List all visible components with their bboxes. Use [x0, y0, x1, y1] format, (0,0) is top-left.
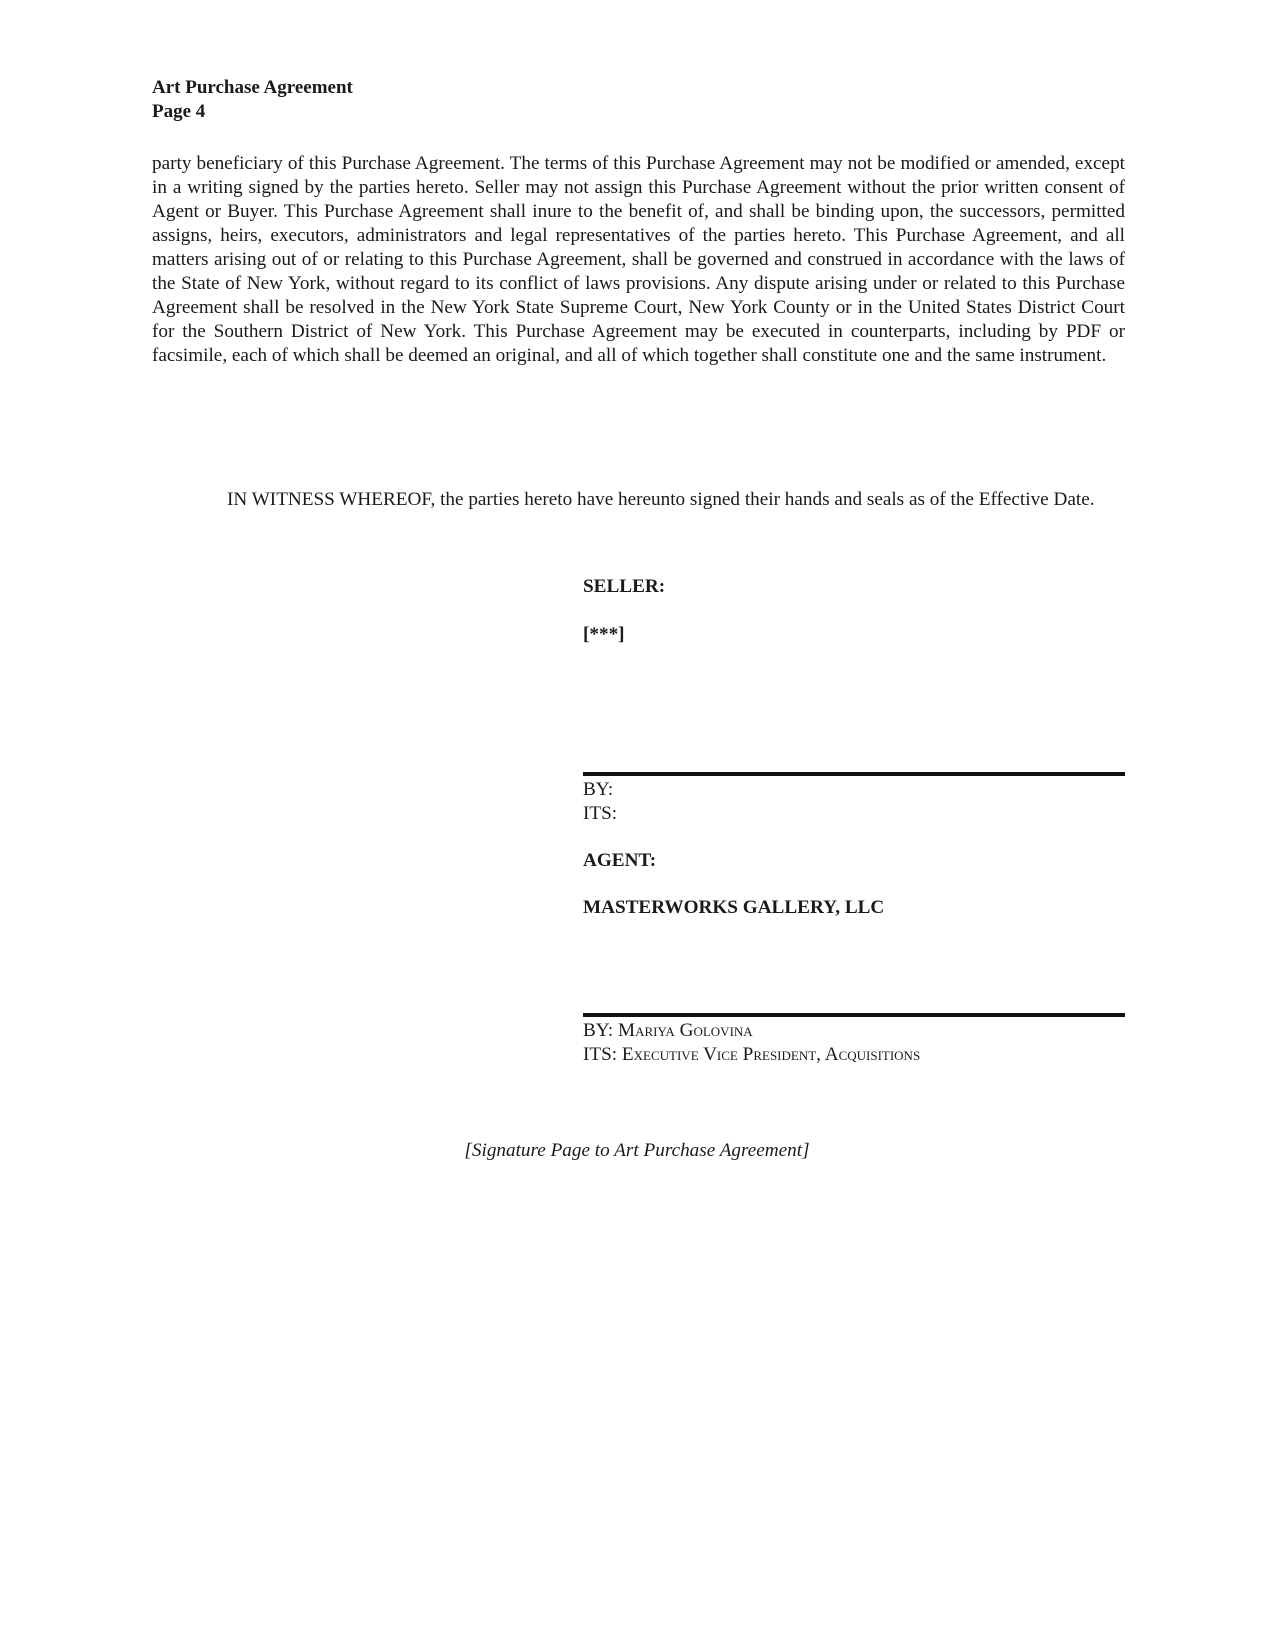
agent-by-row: [583, 1019, 753, 1043]
witness-clause: IN WITNESS WHEREOF, the parties hereto have hereunto signed their hands and seals as of the Effective Date.: [227, 489, 1095, 510]
agent-heading: AGENT:: [583, 850, 657, 871]
signature-page-caption: [Signature Page to Art Purchase Agreement]: [464, 1140, 810, 1161]
agent-by-value: Mariya Golovina: [618, 1020, 753, 1041]
agent-its-label: ITS:: [583, 1044, 618, 1065]
seller-its-label: ITS:: [583, 803, 618, 824]
seller-name: [***]: [583, 624, 625, 645]
agent-by-label: BY:: [583, 1020, 614, 1041]
agent-name: MASTERWORKS GALLERY, LLC: [583, 897, 885, 918]
agent-its-row: [583, 1043, 920, 1067]
seller-heading: SELLER:: [583, 576, 666, 597]
body-paragraph: party beneficiary of this Purchase Agreement. The terms of this Purchase Agreement may not be modified or amended, except in a writing signed by the parties hereto. Seller may not assign this Purchase Agreement without the prior written consent of Agent or Buyer. This Purchase Agreement shall inure to the benefit of, and shall be binding upon, the successors, permitted assigns, heirs, executors, administrators and legal representatives of the parties hereto. This Purchase Agreement, and all matters arising out of or relating to this Purchase Agreement, shall be governed and construed in accordance with the laws of the State of New York, without regard to its conflict of laws provisions. Any dispute arising under or related to this Purchase Agreement shall be resolved in the New York State Supreme Court, New York County or in the United States District Court for the Southern District of New York. This Purchase Agreement may be executed in counterparts, including by PDF or facsimile, each of which shall be deemed an original, and all of which together shall constitute one and the same instrument.: [152, 153, 1125, 366]
page-number: Page 4: [152, 101, 206, 122]
agent-its-value: Executive Vice President, Acquisitions: [621, 1044, 921, 1065]
document-title: Art Purchase Agreement: [152, 77, 353, 98]
seller-signature-line: [583, 772, 1125, 776]
seller-by-label: BY:: [583, 779, 614, 800]
agent-signature-line: [583, 1013, 1125, 1017]
document-header: [152, 76, 353, 124]
